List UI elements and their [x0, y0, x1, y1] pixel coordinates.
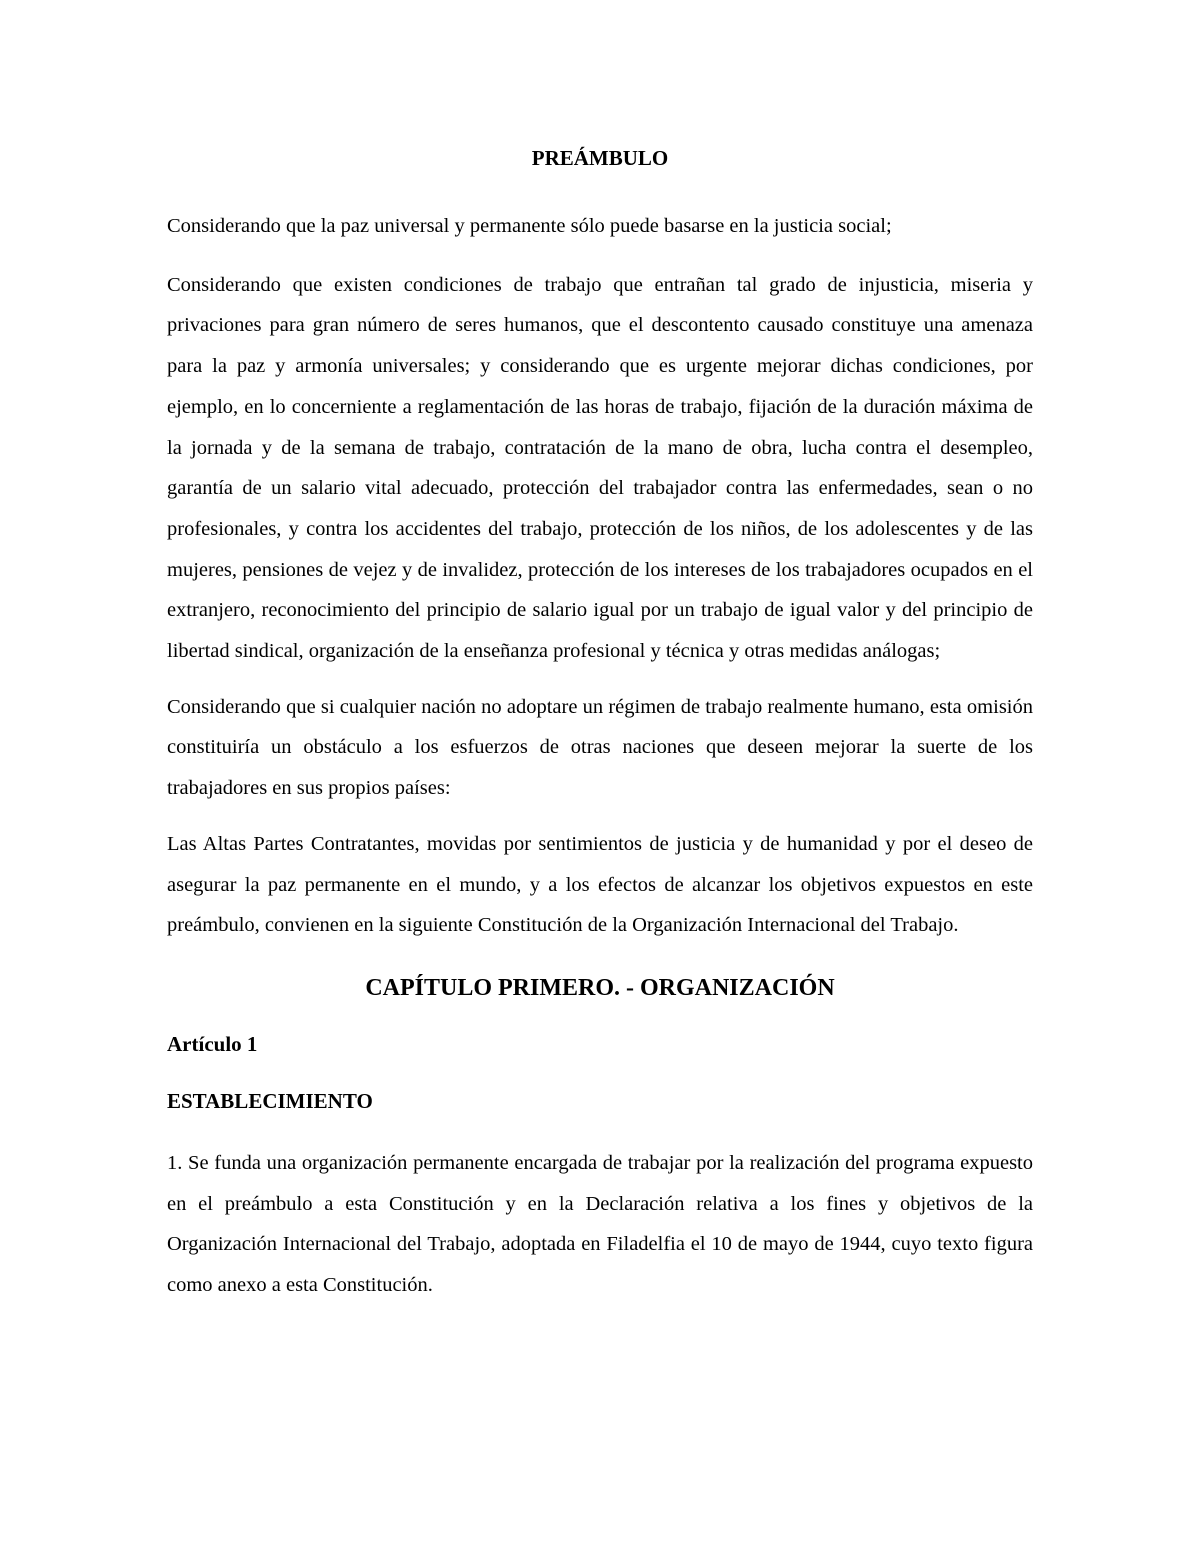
preamble-paragraph-4: Las Altas Partes Contratantes, movidas por sentimientos de justicia y de humanidad y por el deseo de asegurar la paz permanente en el mundo, y a los efectos de alcanzar los objetivos expuestos en este preámbulo, convienen en la siguiente Constitución de la Organización Internacional del Trabajo.	[167, 832, 1033, 937]
preamble-paragraph-2: Considerando que existen condiciones de trabajo que entrañan tal grado de injusticia, miseria y privaciones para gran número de seres humanos, que el descontento causado constituye una amenaza para la paz y armonía universales; y considerando que es urgente mejorar dichas condiciones, por ejemplo, en lo concerniente a reglamentación de las horas de trabajo, fijación de la duración máxima de la jornada y de la semana de trabajo, contratación de la mano de obra, lucha contra el desempleo, garantía de un salario vital adecuado, protección del trabajador contra las enfermedades, sean o no profesionales, y contra los accidentes del trabajo, protección de los niños, de los adolescentes y de las mujeres, pensiones de vejez y de invalidez, protección de los intereses de los trabajadores ocupados en el extranjero, reconocimiento del principio de salario igual por un trabajo de igual valor y del principio de libertad sindical, organización de la enseñanza profesional y técnica y otras medidas análogas;	[167, 273, 1033, 663]
document-body	[167, 143, 1033, 1321]
preamble-paragraph-1: Considerando que la paz universal y permanente sólo puede basarse en la justicia social;	[167, 215, 892, 237]
preamble-title: PREÁMBULO	[531, 146, 669, 170]
preamble-paragraph-3: Considerando que si cualquier nación no adoptare un régimen de trabajo realmente humano, esta omisión constituiría un obstáculo a los esfuerzos de otras naciones que deseen mejorar la suerte de los trabajadores en sus propios países:	[167, 695, 1033, 800]
section-title: ESTABLECIMIENTO	[167, 1088, 373, 1113]
article-paragraph-1: 1. Se funda una organización permanente encargada de trabajar por la realización del programa expuesto en el preámbulo a esta Constitución y en la Declaración relativa a los fines y objetivos de la Organización Internacional del Trabajo, adoptada en Filadelfia el 10 de mayo de 1944, cuyo texto figura como anexo a esta Constitución.	[167, 1151, 1033, 1297]
article-title: Artículo 1	[167, 1031, 258, 1056]
chapter-title: CAPÍTULO PRIMERO. - ORGANIZACIÓN	[365, 974, 835, 1001]
